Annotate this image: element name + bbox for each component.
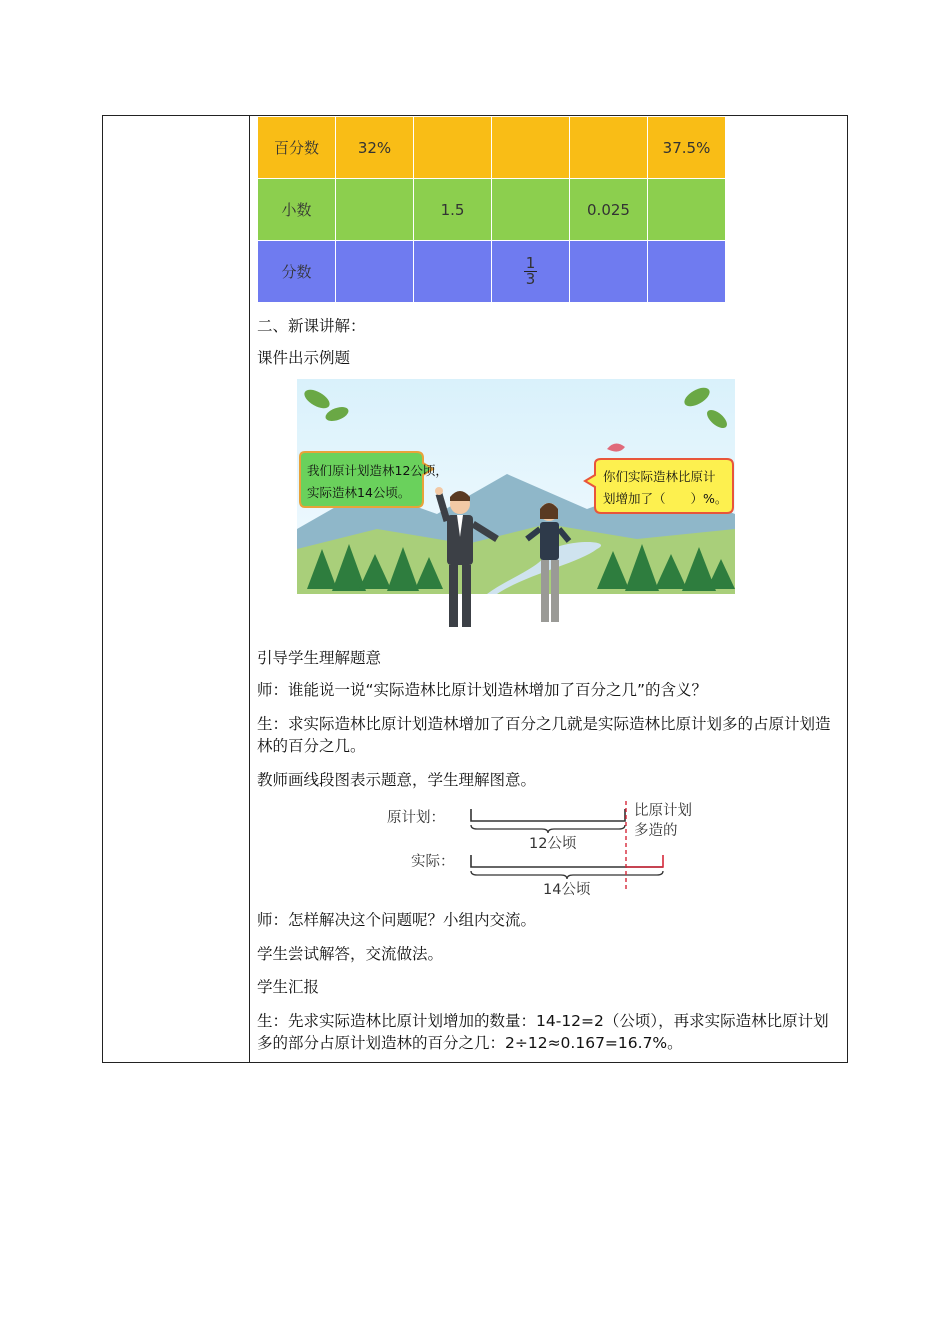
bubble-left-line2: 实际造林14公顷。 <box>307 485 411 500</box>
table-cell: 1.5 <box>414 179 492 241</box>
paragraph: 引导学生理解题意 <box>257 649 382 667</box>
label-more-line1: 比原计划 <box>634 803 692 819</box>
example-illustration <box>297 379 735 634</box>
brace-12 <box>471 825 625 833</box>
table-cell <box>648 179 726 241</box>
bubble-left-line1: 我们原计划造林12公顷， <box>307 463 448 478</box>
bubble-right-line2: 划增加了（ ）%。 <box>603 491 728 506</box>
brace-14 <box>471 871 663 879</box>
label-actual: 实际： <box>411 854 455 870</box>
table-row <box>258 117 726 179</box>
section-title: 二、新课讲解： <box>257 317 366 335</box>
table-row <box>258 241 726 303</box>
fraction <box>524 253 538 288</box>
row-header: 百分数 <box>258 117 336 179</box>
fraction-numerator: 1 <box>525 253 536 272</box>
conversion-table <box>257 116 726 303</box>
table-cell: 37.5% <box>648 117 726 179</box>
left-column <box>103 116 250 1062</box>
table-cell <box>336 241 414 303</box>
label-plan: 原计划： <box>387 810 445 826</box>
paragraph: 生：求实际造林比原计划造林增加了百分之几就是实际造林比原计划多的占原计划造林的百分之几。 <box>257 715 831 755</box>
table-cell <box>492 179 570 241</box>
table-cell <box>492 117 570 179</box>
table-cell <box>414 117 492 179</box>
table-cell <box>570 241 648 303</box>
extra-segment <box>627 855 663 867</box>
bubble-right-line1: 你们实际造林比原计 <box>603 469 716 484</box>
paragraph: 学生汇报 <box>257 978 320 996</box>
paragraph: 学生尝试解答，交流做法。 <box>257 945 444 963</box>
table-cell <box>492 241 570 303</box>
table-cell <box>414 241 492 303</box>
line-segment-diagram <box>387 799 717 899</box>
label-12: 12公顷 <box>529 836 577 852</box>
actual-segment <box>471 855 663 867</box>
label-more-line2: 多造的 <box>634 823 678 839</box>
paragraph: 教师画线段图表示题意，学生理解图意。 <box>257 771 537 789</box>
table-cell <box>336 179 414 241</box>
plan-segment <box>471 809 625 821</box>
table-cell: 32% <box>336 117 414 179</box>
table-cell <box>570 117 648 179</box>
table-cell <box>648 241 726 303</box>
paragraph: 师：怎样解决这个问题呢？小组内交流。 <box>257 911 537 929</box>
paragraph: 课件出示例题 <box>257 349 351 367</box>
label-14: 14公顷 <box>543 882 591 898</box>
table-cell: 0.025 <box>570 179 648 241</box>
row-header: 分数 <box>258 241 336 303</box>
lesson-table <box>102 115 848 1063</box>
paragraph: 师：谁能说一说“实际造林比原计划造林增加了百分之几”的含义？ <box>257 681 708 699</box>
fraction-denominator: 3 <box>525 269 536 288</box>
row-header: 小数 <box>258 179 336 241</box>
table-row <box>258 179 726 241</box>
paragraph: 生：先求实际造林比原计划增加的数量：14-12=2（公顷），再求实际造林比原计划多的部分占原计划造林的百分之几：2÷12≈0.167=16.7%。 <box>257 1012 829 1052</box>
